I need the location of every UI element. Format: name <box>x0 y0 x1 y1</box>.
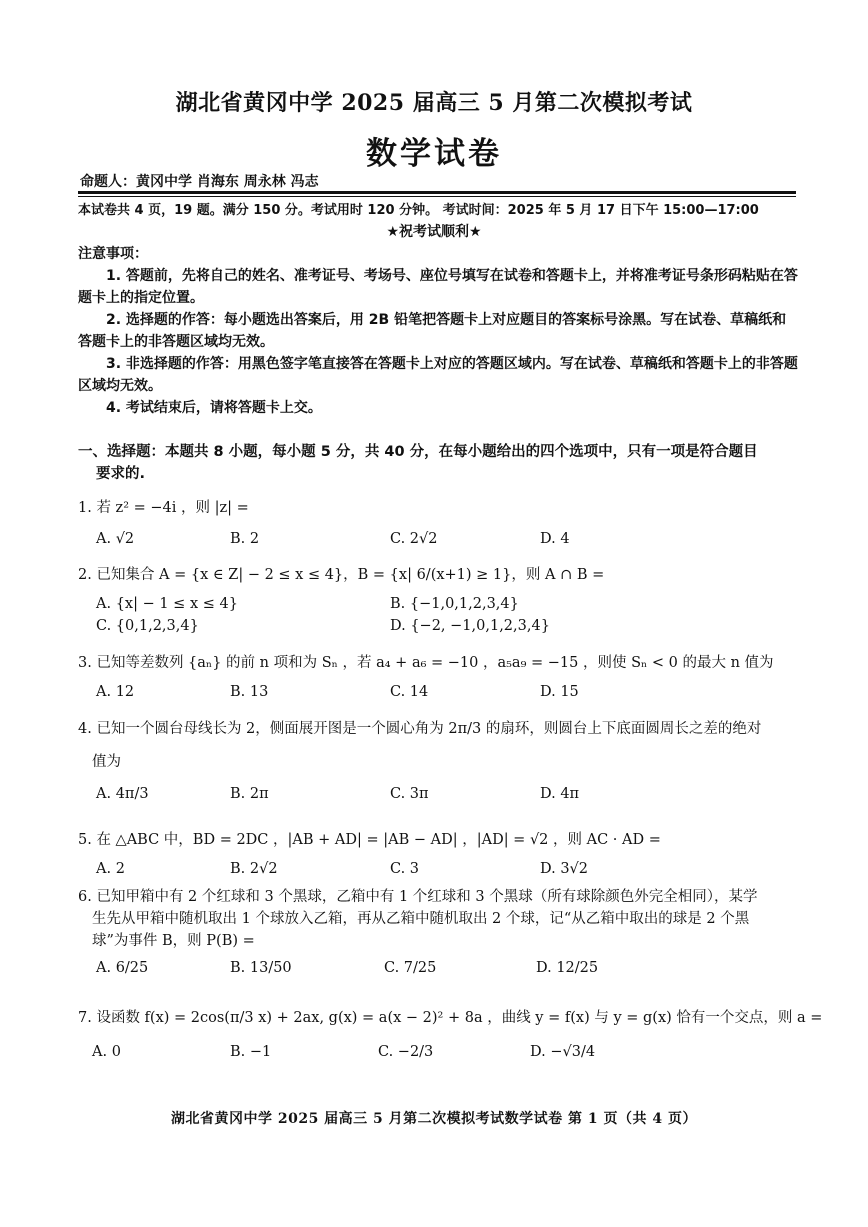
note-item-3: 3. 非选择题的作答：用黑色签字笔直接答在答题卡上对应的答题区域内。写在试卷、草稿纸和答题卡上的非答题区域均无效。 <box>78 356 798 394</box>
question-3-option-c: C. 14 <box>390 684 429 700</box>
question-5-option-c: C. 3 <box>390 861 420 877</box>
question-6-option-d: D. 12/25 <box>536 960 599 976</box>
question-5-stem: 5. 在 △ABC 中，BD = 2DC ，|AB + AD| = |AB − AD| ，|AD| = √2 ，则 AC · AD = <box>78 832 661 848</box>
question-4-stem-line2: 值为 <box>92 754 121 770</box>
good-luck-line: ★祝考试顺利★ <box>386 224 482 240</box>
exam-subtitle: 数学试卷 <box>366 136 502 172</box>
section-heading-line2: 要求的. <box>96 466 146 482</box>
question-6-option-b: B. 13/50 <box>230 960 292 976</box>
question-2-option-a: A. {x| − 1 ≤ x ≤ 4} <box>96 596 238 612</box>
question-6-stem-line3: 球”为事件 B，则 P(B) = <box>92 933 255 949</box>
question-2-option-b: B. {−1,0,1,2,3,4} <box>390 596 519 612</box>
question-5-option-a: A. 2 <box>96 861 125 877</box>
question-7-stem: 7. 设函数 f(x) = 2cos(π/3 x) + 2ax, g(x) = a(x − 2)² + 8a ，曲线 y = f(x) 与 y = g(x) 恰有一个交点，则 a = <box>78 1010 823 1026</box>
question-6-stem-line1: 6. 已知甲箱中有 2 个红球和 3 个黑球，乙箱中有 1 个红球和 3 个黑球（所有球除颜色外完全相同），某学 <box>78 889 758 905</box>
exam-title: 湖北省黄冈中学 2025 届高三 5 月第二次模拟考试 <box>175 90 693 116</box>
page-footer: 湖北省黄冈中学 2025 届高三 5 月第二次模拟考试数学试卷 第 1 页（共 4 页） <box>170 1111 698 1127</box>
question-4-option-c: C. 3π <box>390 786 429 802</box>
question-4-option-b: B. 2π <box>230 786 269 802</box>
question-7-option-c: C. −2/3 <box>378 1044 434 1060</box>
question-3-stem: 3. 已知等差数列 {aₙ} 的前 n 项和为 Sₙ ，若 a₄ + a₆ = −10 ，a₅a₉ = −15 ，则使 Sₙ < 0 的最大 n 值为 <box>78 655 774 671</box>
section-heading-line1: 一、选择题：本题共 8 小题，每小题 5 分，共 40 分，在每小题给出的四个选项中，只有一项是符合题目 <box>78 444 758 460</box>
question-2-option-d: D. {−2, −1,0,1,2,3,4} <box>390 618 550 634</box>
note-item-2: 2. 选择题的作答：每小题选出答案后，用 2B 铅笔把答题卡上对应题目的答案标号涂黑。写在试卷、草稿纸和答题卡上的非答题区域均无效。 <box>78 312 787 350</box>
question-3-option-b: B. 13 <box>230 684 269 700</box>
question-1-option-c: C. 2√2 <box>390 531 438 547</box>
question-7-option-a: A. 0 <box>92 1044 121 1060</box>
question-6-option-a: A. 6/25 <box>96 960 149 976</box>
header-rule-thick <box>78 191 796 194</box>
header-rule-thin <box>78 196 796 197</box>
authors-line: 命题人：黄冈中学 肖海东 周永林 冯志 <box>80 174 319 190</box>
question-3-option-a: A. 12 <box>96 684 135 700</box>
question-4-stem-line1: 4. 已知一个圆台母线长为 2，侧面展开图是一个圆心角为 2π/3 的扇环，则圆台上下底面圆周长之差的绝对 <box>78 721 762 737</box>
question-1-option-b: B. 2 <box>230 531 260 547</box>
question-6-option-c: C. 7/25 <box>384 960 437 976</box>
question-5-option-b: B. 2√2 <box>230 861 278 877</box>
question-4-option-a: A. 4π/3 <box>96 786 149 802</box>
question-4-option-d: D. 4π <box>540 786 580 802</box>
question-5-option-d: D. 3√2 <box>540 861 589 877</box>
question-2-option-c: C. {0,1,2,3,4} <box>96 618 199 634</box>
exam-info: 本试卷共 4 页，19 题。满分 150 分。考试用时 120 分钟。 考试时间：2025 年 5 月 17 日下午 15:00—17:00 <box>78 203 759 218</box>
notes-title: 注意事项： <box>78 246 148 262</box>
section-heading <box>78 441 798 485</box>
question-2-stem: 2. 已知集合 A = {x ∈ Z| − 2 ≤ x ≤ 4}，B = {x| 6/(x+1) ≥ 1}，则 A ∩ B = <box>78 567 605 583</box>
note-item-4: 4. 考试结束后，请将答题卡上交。 <box>106 400 322 416</box>
note-item-1: 1. 答题前，先将自己的姓名、准考证号、考场号、座位号填写在试卷和答题卡上，并将准考证号条形码粘贴在答题卡上的指定位置。 <box>78 268 798 306</box>
question-7-option-b: B. −1 <box>230 1044 272 1060</box>
question-6-stem-line2: 生先从甲箱中随机取出 1 个球放入乙箱，再从乙箱中随机取出 2 个球，记“从乙箱中取出的球是 2 个黑 <box>92 911 750 927</box>
question-7-option-d: D. −√3/4 <box>530 1044 596 1060</box>
question-1-option-a: A. √2 <box>96 531 135 547</box>
question-1-stem: 1. 若 z² = −4i ，则 |z| = <box>78 500 249 516</box>
question-1-option-d: D. 4 <box>540 531 570 547</box>
question-3-option-d: D. 15 <box>540 684 579 700</box>
